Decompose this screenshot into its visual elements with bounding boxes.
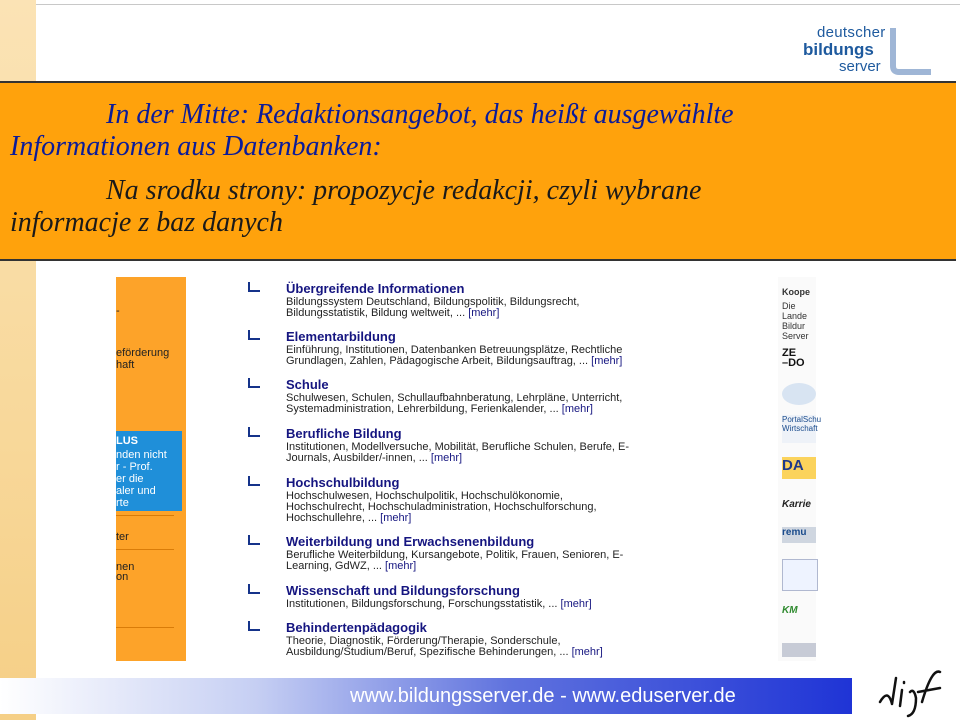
category-description: Einführung, Institutionen, Datenbanken Betreuungsplätze, Rechtliche Grundlagen, Zahlen, Pädagogische Arbeit, Bildungsauftrag, ... [mehr] bbox=[286, 344, 623, 367]
list-marker-icon bbox=[248, 282, 260, 292]
category-description: Theorie, Diagnostik, Förderung/Therapie, Sonderschule, Ausbildung/Studium/Beruf, Spezifische Behinderungen, ... [mehr] bbox=[286, 635, 603, 658]
category-title-link[interactable]: Wissenschaft und Bildungsforschung bbox=[286, 583, 520, 598]
promo-line: er die bbox=[116, 473, 144, 485]
german-heading-line-2: Informationen aus Datenbanken: bbox=[10, 131, 382, 162]
dipf-signature-icon bbox=[866, 658, 946, 718]
more-link[interactable]: [mehr] bbox=[380, 512, 412, 524]
left-fragment[interactable]: ter bbox=[116, 531, 129, 543]
list-marker-icon bbox=[248, 378, 260, 388]
karriere-partner-logo[interactable]: Karrie bbox=[782, 499, 811, 510]
zedo-logo-2[interactable]: –DO bbox=[782, 357, 805, 369]
website-screenshot bbox=[116, 277, 822, 661]
logo-line-1: deutscher bbox=[817, 24, 886, 41]
polish-heading-line-2: informacje z baz danych bbox=[10, 207, 283, 238]
list-marker-icon bbox=[248, 535, 260, 545]
category-description: Bildungssystem Deutschland, Bildungspolitik, Bildungsrecht, Bildungsstatistik, Bildung weltweit, ... [mehr] bbox=[286, 296, 580, 319]
left-fragment[interactable]: on bbox=[116, 571, 129, 583]
left-fragment[interactable]: eförderung bbox=[116, 347, 170, 359]
left-fragment: - bbox=[116, 305, 120, 317]
panel-divider bbox=[116, 549, 174, 550]
category-title-link[interactable]: Übergreifende Informationen bbox=[286, 281, 465, 296]
deutscher-bildungsserver-logo bbox=[797, 16, 943, 78]
title-banner bbox=[0, 81, 956, 261]
partner-heading: Koope bbox=[782, 287, 810, 297]
polish-heading-line-1: Na srodku strony: propozycje redakcji, czyli wybrane bbox=[106, 175, 702, 206]
partner-text: Lande bbox=[782, 311, 808, 321]
diagram-partner-icon[interactable] bbox=[782, 559, 818, 591]
footer-url-text[interactable]: www.bildungsserver.de - www.eduserver.de bbox=[350, 685, 736, 707]
list-marker-icon bbox=[248, 427, 260, 437]
category-description: Institutionen, Bildungsforschung, Forschungsstatistik, ... [mehr] bbox=[286, 598, 592, 610]
promo-line: rte bbox=[116, 497, 129, 509]
remus-partner-logo[interactable]: remu bbox=[782, 527, 816, 543]
more-link[interactable]: [mehr] bbox=[561, 403, 593, 415]
more-link[interactable]: [mehr] bbox=[560, 598, 592, 610]
panel-divider bbox=[116, 627, 174, 628]
category-description: Schulwesen, Schulen, Schullaufbahnberatung, Lehrpläne, Unterricht, Systemadministration, Lehrerbildung, Ferienkalender, ... [mehr] bbox=[286, 392, 623, 415]
footer-bar bbox=[0, 678, 852, 714]
portal-schule-wirtschaft-logo[interactable]: PortalSchu Wirtschaft bbox=[782, 415, 816, 443]
promo-line: nden nicht bbox=[116, 449, 167, 461]
german-heading-line-1: In der Mitte: Redaktionsangebot, das heißt ausgewählte bbox=[106, 99, 734, 130]
da-partner-logo[interactable]: DA bbox=[782, 457, 816, 479]
category-description: Institutionen, Modellversuche, Mobilität, Berufliche Schulen, Berufe, E- Journals, Ausbilder/-innen, ... [mehr] bbox=[286, 441, 630, 464]
logo-bracket-icon bbox=[889, 26, 933, 74]
logo-line-3: server bbox=[839, 58, 881, 75]
more-link[interactable]: [mehr] bbox=[385, 560, 417, 572]
promo-line: r - Prof. bbox=[116, 461, 153, 473]
category-description: Hochschulwesen, Hochschulpolitik, Hochschulökonomie, Hochschulrecht, Hochschuladministration, Hochschulforschung, Hochschullehre, ... [mehr] bbox=[286, 490, 597, 524]
category-title-link[interactable]: Elementarbildung bbox=[286, 329, 396, 344]
more-link[interactable]: [mehr] bbox=[591, 355, 623, 367]
partner-text: Bildur bbox=[782, 321, 806, 331]
km-partner-logo[interactable]: KM bbox=[782, 605, 798, 616]
left-fragment[interactable]: haft bbox=[116, 359, 135, 371]
partner-text: Die bbox=[782, 301, 796, 311]
promo-line: aler und bbox=[116, 485, 156, 497]
promo-title: LUS bbox=[116, 435, 138, 447]
dipf-signature-logo bbox=[866, 658, 946, 718]
left-navigation-panel bbox=[116, 277, 186, 661]
logo-line-2: bildungs bbox=[803, 40, 874, 59]
plus-promo-box[interactable] bbox=[116, 431, 182, 511]
panel-divider bbox=[116, 515, 174, 516]
list-marker-icon bbox=[248, 584, 260, 594]
category-title-link[interactable]: Berufliche Bildung bbox=[286, 426, 402, 441]
category-description: Berufliche Weiterbildung, Kursangebote, Politik, Frauen, Senioren, E- Learning, GdWZ, ... [mehr] bbox=[286, 549, 624, 572]
partner-image[interactable] bbox=[782, 643, 816, 657]
right-partner-panel bbox=[778, 277, 822, 661]
partner-text: Server bbox=[782, 331, 809, 341]
top-divider bbox=[36, 4, 960, 5]
list-marker-icon bbox=[248, 621, 260, 631]
category-title-link[interactable]: Schule bbox=[286, 377, 329, 392]
more-link[interactable]: [mehr] bbox=[571, 646, 603, 658]
category-title-link[interactable]: Hochschulbildung bbox=[286, 475, 400, 490]
left-fragment[interactable]: nen bbox=[116, 561, 135, 573]
more-link[interactable]: [mehr] bbox=[468, 307, 500, 319]
list-marker-icon bbox=[248, 330, 260, 340]
zedo-logo[interactable]: ZE bbox=[782, 347, 797, 359]
list-marker-icon bbox=[248, 476, 260, 486]
category-title-link[interactable]: Weiterbildung und Erwachsenenbildung bbox=[286, 534, 535, 549]
globe-partner-icon[interactable] bbox=[782, 383, 816, 405]
more-link[interactable]: [mehr] bbox=[430, 452, 463, 464]
category-title-link[interactable]: Behindertenpädagogik bbox=[286, 620, 427, 635]
